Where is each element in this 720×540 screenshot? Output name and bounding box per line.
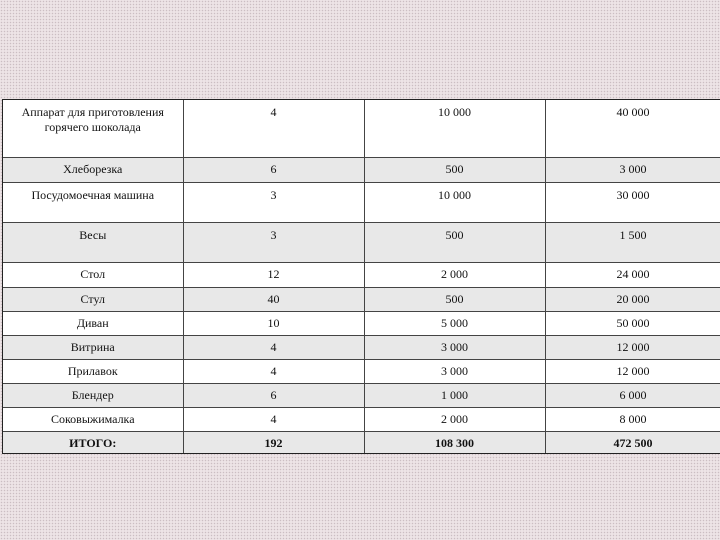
item-name-cell: Посудомоечная машина bbox=[3, 182, 183, 222]
item-qty-cell: 12 bbox=[183, 262, 364, 287]
total-row bbox=[3, 431, 720, 454]
item-name-cell: Аппарат для приготовления горячего шоколада bbox=[3, 100, 183, 157]
item-name-cell: Витрина bbox=[3, 335, 183, 359]
item-qty-cell: 4 bbox=[183, 100, 364, 157]
item-qty-cell: 6 bbox=[183, 383, 364, 407]
table-row bbox=[3, 287, 720, 311]
item-name-cell: Хлеборезка bbox=[3, 157, 183, 182]
total-qty-cell: 192 bbox=[183, 431, 364, 454]
item-price-cell: 2 000 bbox=[364, 262, 545, 287]
item-price-cell: 2 000 bbox=[364, 407, 545, 431]
item-name-cell: Стул bbox=[3, 287, 183, 311]
item-sum-cell: 50 000 bbox=[545, 311, 720, 335]
item-qty-cell: 4 bbox=[183, 335, 364, 359]
item-sum-cell: 1 500 bbox=[545, 222, 720, 262]
item-qty-cell: 3 bbox=[183, 222, 364, 262]
equipment-table-grid bbox=[3, 100, 720, 454]
item-name-cell: Соковыжималка bbox=[3, 407, 183, 431]
item-sum-cell: 40 000 bbox=[545, 100, 720, 157]
item-sum-cell: 3 000 bbox=[545, 157, 720, 182]
table-row bbox=[3, 407, 720, 431]
table-row bbox=[3, 335, 720, 359]
item-price-cell: 3 000 bbox=[364, 335, 545, 359]
table-row bbox=[3, 311, 720, 335]
table-row bbox=[3, 359, 720, 383]
table-row bbox=[3, 182, 720, 222]
item-sum-cell: 20 000 bbox=[545, 287, 720, 311]
item-price-cell: 3 000 bbox=[364, 359, 545, 383]
item-qty-cell: 4 bbox=[183, 359, 364, 383]
item-price-cell: 5 000 bbox=[364, 311, 545, 335]
table-row bbox=[3, 222, 720, 262]
total-price-cell: 108 300 bbox=[364, 431, 545, 454]
item-price-cell: 500 bbox=[364, 287, 545, 311]
item-sum-cell: 24 000 bbox=[545, 262, 720, 287]
item-name-cell: Стол bbox=[3, 262, 183, 287]
item-price-cell: 10 000 bbox=[364, 182, 545, 222]
table-row bbox=[3, 383, 720, 407]
item-qty-cell: 3 bbox=[183, 182, 364, 222]
item-sum-cell: 30 000 bbox=[545, 182, 720, 222]
item-qty-cell: 4 bbox=[183, 407, 364, 431]
total-label-cell: ИТОГО: bbox=[3, 431, 183, 454]
item-sum-cell: 6 000 bbox=[545, 383, 720, 407]
table-row bbox=[3, 262, 720, 287]
table-row bbox=[3, 157, 720, 182]
item-price-cell: 1 000 bbox=[364, 383, 545, 407]
item-sum-cell: 12 000 bbox=[545, 335, 720, 359]
item-name-cell: Весы bbox=[3, 222, 183, 262]
item-price-cell: 500 bbox=[364, 157, 545, 182]
item-price-cell: 10 000 bbox=[364, 100, 545, 157]
item-qty-cell: 6 bbox=[183, 157, 364, 182]
item-qty-cell: 40 bbox=[183, 287, 364, 311]
table-row bbox=[3, 100, 720, 157]
item-price-cell: 500 bbox=[364, 222, 545, 262]
equipment-table bbox=[2, 99, 720, 454]
item-name-cell: Диван bbox=[3, 311, 183, 335]
total-sum-cell: 472 500 bbox=[545, 431, 720, 454]
item-qty-cell: 10 bbox=[183, 311, 364, 335]
item-name-cell: Блендер bbox=[3, 383, 183, 407]
item-sum-cell: 12 000 bbox=[545, 359, 720, 383]
item-name-cell: Прилавок bbox=[3, 359, 183, 383]
item-sum-cell: 8 000 bbox=[545, 407, 720, 431]
